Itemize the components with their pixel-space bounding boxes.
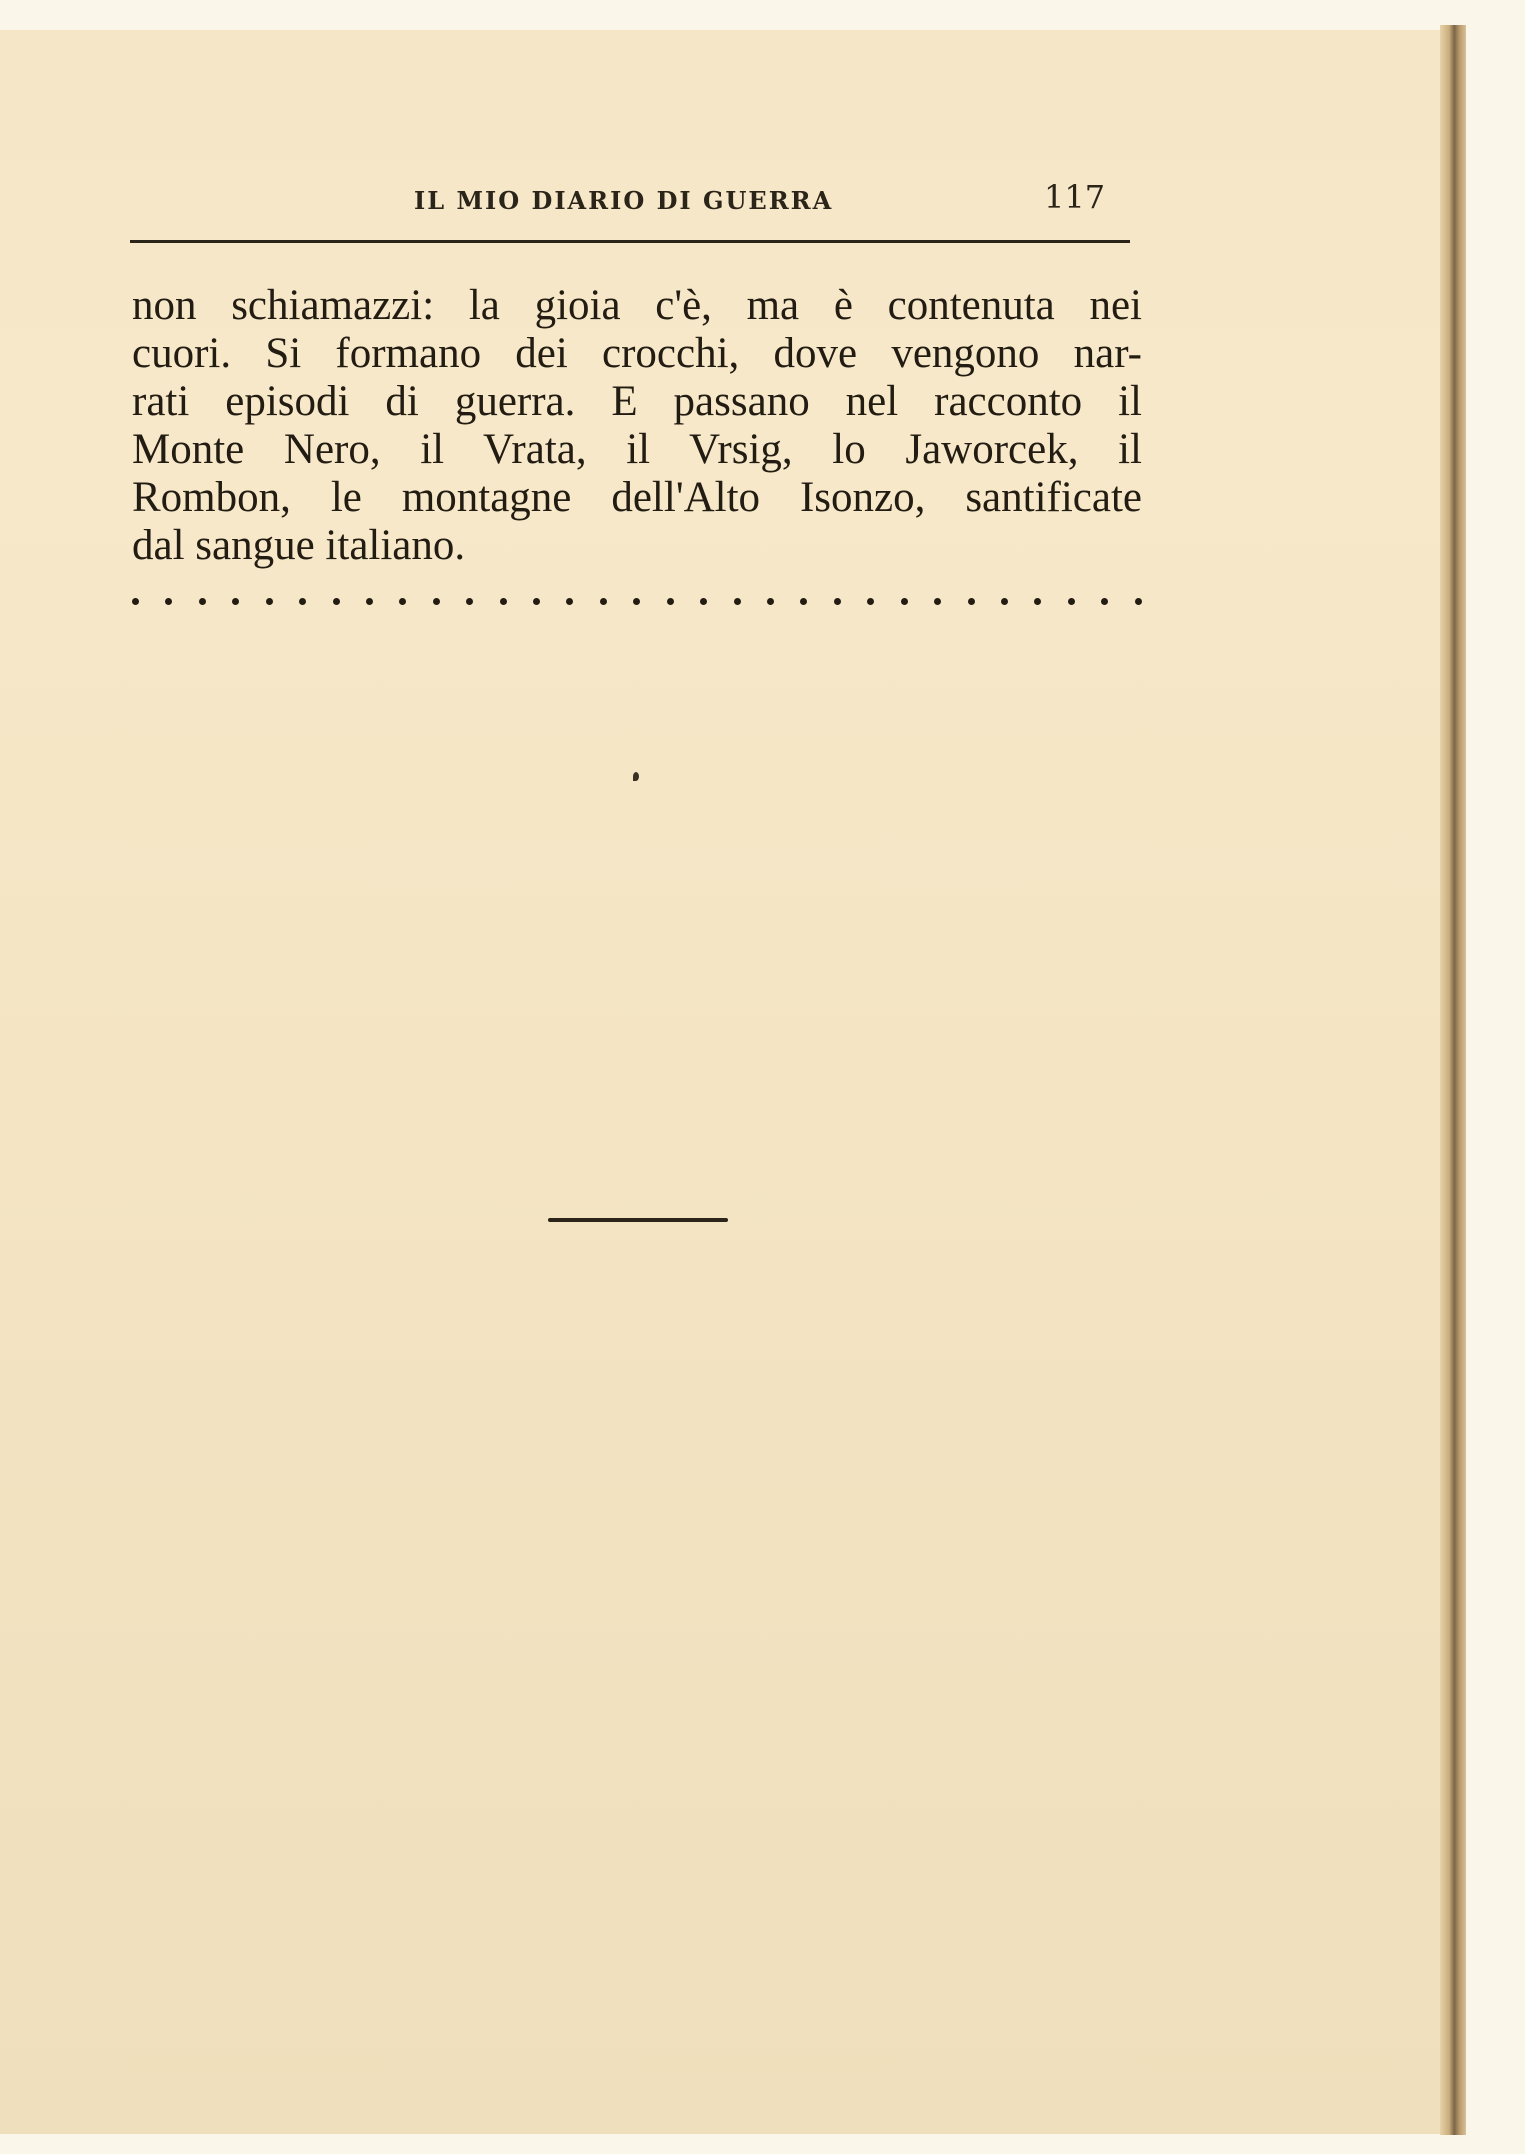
end-of-chapter-rule xyxy=(548,1218,728,1222)
ellipsis-dot xyxy=(1101,598,1108,605)
ellipsis-dot xyxy=(399,598,406,605)
ellipsis-dot xyxy=(934,598,941,605)
ellipsis-dot xyxy=(734,598,741,605)
ellipsis-dot xyxy=(466,598,473,605)
ellipsis-dot xyxy=(667,598,674,605)
book-spine-edge xyxy=(1440,25,1466,2135)
page-header xyxy=(132,178,1132,218)
ellipsis-dot xyxy=(767,598,774,605)
ellipsis-dot xyxy=(232,598,239,605)
ink-speck xyxy=(633,772,639,781)
ellipsis-dot xyxy=(333,598,340,605)
ellipsis-dot xyxy=(1135,598,1142,605)
ellipsis-dot xyxy=(867,598,874,605)
ellipsis-dot xyxy=(834,598,841,605)
ellipsis-dot xyxy=(165,598,172,605)
ellipsis-dot xyxy=(1001,598,1008,605)
ellipsis-dot xyxy=(199,598,206,605)
ellipsis-dot xyxy=(266,598,273,605)
ellipsis-dot xyxy=(132,598,139,605)
ellipsis-dot xyxy=(433,598,440,605)
ellipsis-dot xyxy=(901,598,908,605)
ellipsis-dot xyxy=(600,598,607,605)
page-number: 117 xyxy=(1044,178,1106,216)
body-paragraph xyxy=(132,282,1142,570)
text-line: Rombon, le montagne dell'Alto Isonzo, santificate xyxy=(132,474,1142,521)
ellipsis-dot xyxy=(633,598,640,605)
text-line: dal sangue italiano. xyxy=(132,522,466,569)
ellipsis-dot xyxy=(299,598,306,605)
ellipsis-dot xyxy=(800,598,807,605)
text-line: Monte Nero, il Vrata, il Vrsig, lo Jaworcek, il xyxy=(132,426,1142,473)
running-title: IL MIO DIARIO DI GUERRA xyxy=(414,186,834,215)
header-rule xyxy=(130,240,1130,243)
ellipsis-dot xyxy=(1034,598,1041,605)
ellipsis-dot-row xyxy=(132,598,1142,618)
ellipsis-dot xyxy=(500,598,507,605)
ellipsis-dot xyxy=(366,598,373,605)
ellipsis-dot xyxy=(566,598,573,605)
text-line: cuori. Si formano dei crocchi, dove vengono nar- xyxy=(132,330,1142,377)
ellipsis-dot xyxy=(1068,598,1075,605)
ellipsis-dot xyxy=(968,598,975,605)
text-line: rati episodi di guerra. E passano nel racconto il xyxy=(132,378,1142,425)
text-line: non schiamazzi: la gioia c'è, ma è contenuta nei xyxy=(132,282,1142,329)
ellipsis-dot xyxy=(533,598,540,605)
ellipsis-dot xyxy=(700,598,707,605)
